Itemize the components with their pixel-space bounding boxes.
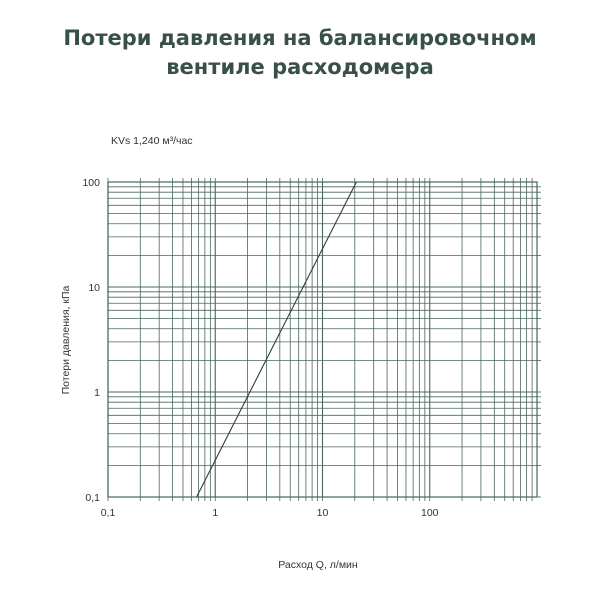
x-axis-label: Расход Q, л/мин (278, 559, 358, 571)
y-tick-label: 1 (94, 387, 100, 399)
y-tick-label: 100 (82, 177, 100, 189)
y-axis-label-text: Потери давления, кПа (60, 285, 72, 395)
series-line-0 (197, 182, 357, 497)
chart-title-line-2: вентиле расходомера (166, 55, 434, 79)
y-tick-label: 10 (88, 282, 100, 294)
x-tick-label: 1 (212, 507, 219, 519)
y-tick-label: 0,1 (85, 492, 100, 504)
x-tick-label: 0,1 (100, 507, 116, 519)
chart-title-line-1: Потери давления на балансировочном (63, 26, 537, 50)
kvs-label: KVs 1,240 м³/час (111, 135, 193, 147)
x-tick-label: 10 (316, 507, 329, 519)
x-tick-label: 100 (420, 507, 439, 519)
